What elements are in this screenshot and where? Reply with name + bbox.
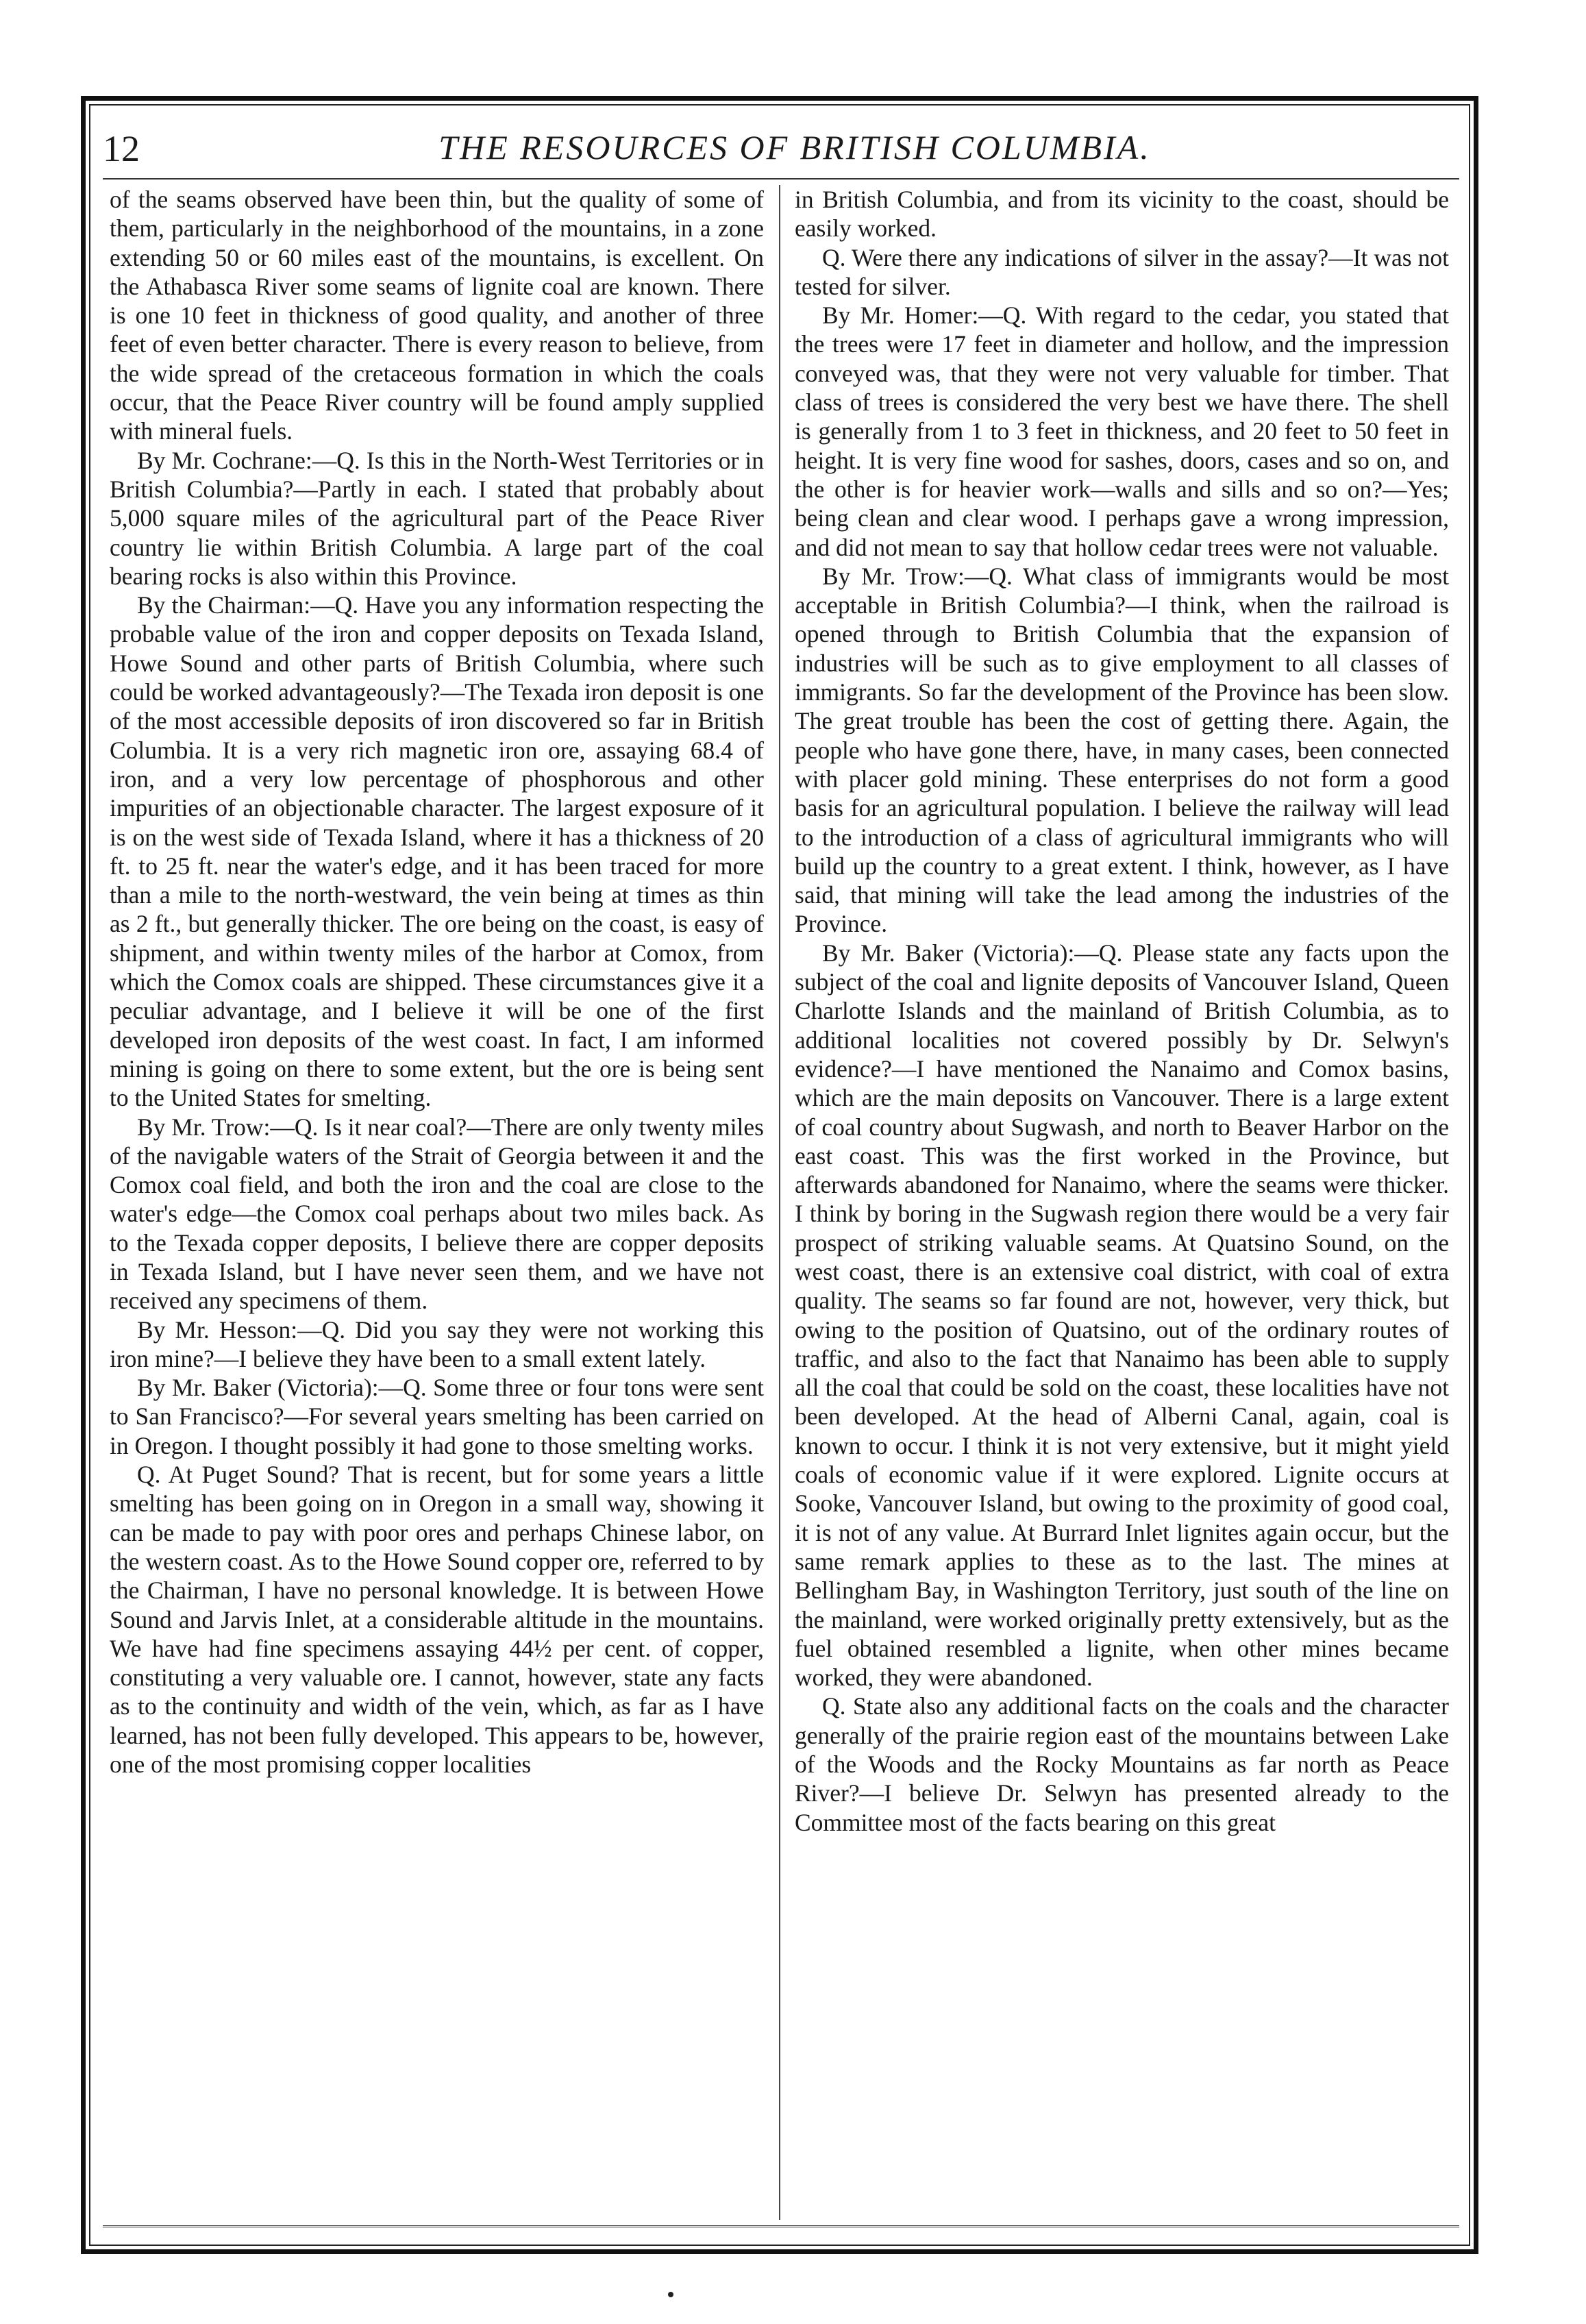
page-number: 12	[103, 128, 140, 169]
paragraph: Q. At Puget Sound? That is recent, but for some years a little smelting has been going on in Oregon in a small way, showing it can be made to pay with poor ores and perhaps Chinese labor, on the western coast. As to the Howe Sound copper ore, referred to by the Chairman, I have no personal knowledge. It is between Howe Sound and Jarvis Inlet, at a considerable altitude in the mountains. We have had fine specimens assaying 44½ per cent. of copper, constituting a very valuable ore. I cannot, however, state any facts as to the continuity and width of the vein, which, as far as I have learned, has not been fully developed. This appears to be, however, one of the most promising copper localities	[110, 1461, 764, 1779]
footer-dot-ornament	[668, 2292, 673, 2297]
paragraph: Q. State also any additional facts on the coals and the character generally of the prairie region east of the mountains between Lake of the Woods and the Rocky Mountains as far north as Peace River?—I believe Dr. Selwyn has presented already to the Committee most of the facts bearing on this great	[795, 1692, 1449, 1836]
text-columns	[110, 185, 1452, 2220]
left-column	[110, 185, 764, 2220]
paragraph: in British Columbia, and from its vicinity to the coast, should be easily worked.	[795, 186, 1449, 243]
paragraph: By Mr. Baker (Victoria):—Q. Some three or four tons were sent to San Francisco?—For several years smelting has been carried on in Oregon. I thought possibly it had gone to those smelting works.	[110, 1374, 764, 1459]
paragraph: Q. Were there any indications of silver in the assay?—It was not tested for silver.	[795, 243, 1449, 300]
paragraph: By Mr. Hesson:—Q. Did you say they were not working this iron mine?—I believe they have been to a small extent lately.	[110, 1315, 764, 1372]
paragraph: of the seams observed have been thin, but the quality of some of them, particularly in the neighborhood of the mountains, in a zone extending 50 or 60 miles east of the mountains, is excellent. On the Athabasca River some seams of lignite coal are known. There is one 10 feet in thickness of good quality, and another of three feet of even better character. There is every reason to believe, from the wide spread of the cretaceous formation in which the coals occur, that the Peace River country will be found amply supplied with mineral fuels.	[110, 186, 764, 445]
footer-rule	[103, 2225, 1459, 2227]
paragraph: By Mr. Homer:—Q. With regard to the cedar, you stated that the trees were 17 feet in diameter and hollow, and the impression conveyed was, that they were not very valuable for timber. That class of trees is considered the very best we have there. The shell is generally from 1 to 3 feet in thickness, and 20 feet to 50 feet in height. It is very fine wood for sashes, doors, cases and so on, and the other is for heavier work—walls and sills and so on?—Yes; being clean and clear wood. I perhaps gave a wrong impression, and did not mean to say that hollow cedar trees were not valuable.	[795, 301, 1449, 561]
paragraph: By Mr. Baker (Victoria):—Q. Please state any facts upon the subject of the coal and lignite deposits of Vancouver Island, Queen Charlotte Islands and the mainland of British Columbia, as to additional localities not covered possibly by Dr. Selwyn's evidence?—I have mentioned the Nanaimo and Comox basins, which are the main deposits on Vancouver. There is a large extent of coal country about Sugwash, and north to Beaver Harbor on the east coast. This was the first worked in the Province, but afterwards abandoned for Nanaimo, where the seams were thicker. I think by boring in the Sugwash region there would be a very fair prospect of striking valuable seams. At Quatsino Sound, on the west coast, there is an extensive coal district, with coal of extra quality. The seams so far found are not, however, very thick, but owing to the position of Quatsino, out of the ordinary routes of traffic, and also to the fact that Nanaimo has been able to supply all the coal that could be sold on the coast, these localities have not been developed. At the head of Alberni Canal, again, coal is known to occur. I think it is not very extensive, but it might yield coals of economic value if it were explored. Lignite occurs at Sooke, Vancouver Island, but owing to the proximity of good coal, it is not of any value. At Burrard Inlet lignites again occur, but the same remark applies to these as to the last. The mines at Bellingham Bay, in Washington Territory, just south of the line on the mainland, were worked originally pretty extensively, but as the fuel obtained resembled a lignite, when other mines became worked, they were abandoned.	[795, 939, 1449, 1692]
column-divider	[779, 185, 780, 2220]
header-rule	[103, 178, 1459, 180]
paragraph: By Mr. Trow:—Q. What class of immigrants would be most acceptable in British Columbia?—I think, when the railroad is opened through to British Columbia that the expansion of industries will be such as to give employment to all classes of immigrants. So far the development of the Province has been slow. The great trouble has been the cost of getting there. Again, the people who have gone there, have, in many cases, been connected with placer gold mining. These enterprises do not form a good basis for an agricultural population. I believe the railway will lead to the introduction of a class of agricultural immigrants who will build up the country to a great extent. I think, however, as I have said, that mining will take the lead among the industries of the Province.	[795, 562, 1449, 938]
page-header	[103, 118, 1459, 177]
paragraph: By Mr. Cochrane:—Q. Is this in the North-West Territories or in British Columbia?—Partly in each. I stated that probably about 5,000 square miles of the agricultural part of the Peace River country lie within British Columbia. A large part of the coal bearing rocks is also within this Province.	[110, 446, 764, 590]
paragraph: By the Chairman:—Q. Have you any information respecting the probable value of the iron and copper deposits on Texada Island, Howe Sound and other parts of British Columbia, where such could be worked advantageously?—The Texada iron deposit is one of the most accessible deposits of iron discovered so far in British Columbia. It is a very rich magnetic iron ore, assaying 68.4 of iron, and a very low percentage of phosphorous and other impurities of an objectionable character. The largest exposure of it is on the west side of Texada Island, where it has a thickness of 20 ft. to 25 ft. near the water's edge, and it has been traced for more than a mile to the north-westward, the vein being at times as thin as 2 ft., but generally thicker. The ore being on the coast, is easy of shipment, and within twenty miles of the harbor at Comox, from which the Comox coals are shipped. These circumstances give it a peculiar advantage, and I believe it will be one of the first developed iron deposits of the west coast. In fact, I am informed mining is going on there to some extent, but the ore is being sent to the United States for smelting.	[110, 591, 764, 1112]
paragraph: By Mr. Trow:—Q. Is it near coal?—There are only twenty miles of the navigable waters of the Strait of Georgia between it and the Comox coal field, and both the iron and the coal are close to the water's edge—the Comox coal perhaps about two miles back. As to the Texada copper deposits, I believe there are copper deposits in Texada Island, but I have never seen them, and we have not received any specimens of them.	[110, 1113, 764, 1315]
right-column	[795, 185, 1449, 2220]
running-title: THE RESOURCES OF BRITISH COLUMBIA.	[438, 128, 1151, 166]
